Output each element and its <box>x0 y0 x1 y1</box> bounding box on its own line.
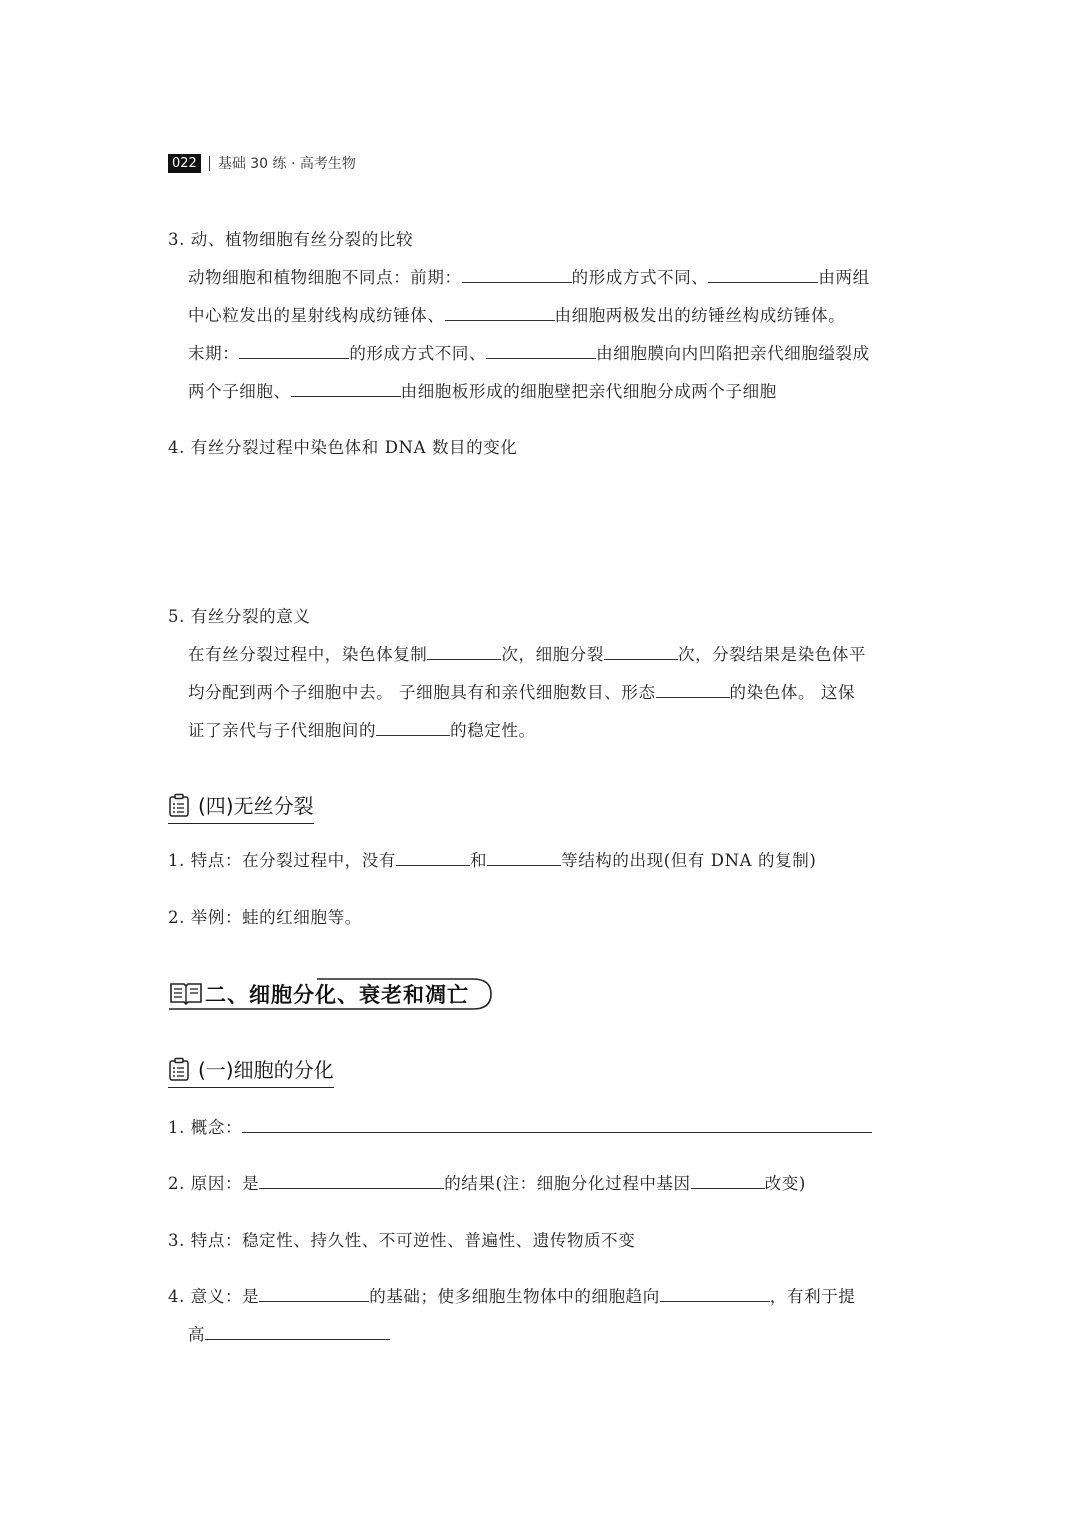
sec1-item4-cont <box>188 1325 390 1345</box>
text: 次，细胞分裂 <box>501 645 605 664</box>
text: 由两组 <box>818 268 870 287</box>
text: 次，分裂结果是染色体平 <box>678 645 867 664</box>
q5-line3 <box>188 721 536 741</box>
sec4-item1 <box>168 851 816 871</box>
q5-line2 <box>188 683 855 703</box>
blank[interactable] <box>487 851 561 866</box>
sec1-item4 <box>168 1287 855 1307</box>
section-heading-1 <box>168 1054 334 1088</box>
text: 4. 意义：是 <box>168 1287 260 1306</box>
blank[interactable] <box>396 851 470 866</box>
blank[interactable] <box>604 645 678 660</box>
sec4-item2: 2. 举例：蛙的红细胞等。 <box>168 908 362 927</box>
checklist-icon <box>168 1057 190 1081</box>
text: 的形成方式不同、 <box>349 344 487 363</box>
part-heading <box>167 977 493 1011</box>
text: 改变) <box>764 1174 806 1193</box>
text: 均分配到两个子细胞中去。 子细胞具有和亲代细胞数目、形态 <box>188 683 656 702</box>
blank[interactable] <box>691 1174 765 1189</box>
q5-title: 5. 有丝分裂的意义 <box>168 607 311 626</box>
blank[interactable] <box>427 645 501 660</box>
q5-line1 <box>188 645 866 665</box>
q4-title: 4. 有丝分裂过程中染色体和 DNA 数目的变化 <box>168 438 518 457</box>
blank[interactable] <box>242 1118 872 1133</box>
text: 证了亲代与子代细胞间的 <box>188 721 377 740</box>
text: 的形成方式不同、 <box>571 268 709 287</box>
blank[interactable] <box>660 1287 770 1302</box>
text: 的稳定性。 <box>450 721 536 740</box>
text: 等结构的出现(但有 DNA 的复制) <box>561 851 817 870</box>
q3-line1 <box>188 268 870 288</box>
checklist-icon <box>168 793 190 817</box>
text: 由细胞膜向内凹陷把亲代细胞缢裂成 <box>596 344 870 363</box>
sec1-item2 <box>168 1174 806 1194</box>
text: 由细胞两极发出的纺锤丝构成纺锤体。 <box>554 306 846 325</box>
page-header <box>168 152 356 174</box>
part-title: 二、细胞分化、衰老和凋亡 <box>205 983 469 1007</box>
section-heading-4 <box>168 790 314 824</box>
q3-title: 3. 动、植物细胞有丝分裂的比较 <box>168 230 414 249</box>
text: 在有丝分裂过程中，染色体复制 <box>188 645 428 664</box>
sec1-item1 <box>168 1118 872 1138</box>
section-title: (四)无丝分裂 <box>198 794 314 818</box>
blank[interactable] <box>376 721 450 736</box>
blank[interactable] <box>462 268 572 283</box>
blank[interactable] <box>486 344 596 359</box>
blank[interactable] <box>239 344 349 359</box>
text: 的基础；使多细胞生物体中的细胞趋向 <box>369 1287 660 1306</box>
page-number: 022 <box>168 154 201 173</box>
open-book-icon <box>169 980 203 1006</box>
blank[interactable] <box>291 382 401 397</box>
text: 和 <box>470 851 488 870</box>
text: 1. 概念： <box>168 1118 243 1137</box>
blank[interactable] <box>259 1287 369 1302</box>
q3-line2 <box>188 306 845 326</box>
text: 高 <box>188 1325 206 1344</box>
sec1-item3: 3. 特点：稳定性、持久性、不可逆性、普遍性、遗传物质不变 <box>168 1231 636 1250</box>
text: 1. 特点：在分裂过程中，没有 <box>168 851 396 870</box>
header-divider <box>209 156 210 171</box>
text: 两个子细胞、 <box>188 382 291 401</box>
text: 2. 原因：是 <box>168 1174 260 1193</box>
text: 的结果(注：细胞分化过程中基因 <box>444 1174 691 1193</box>
blank[interactable] <box>708 268 818 283</box>
text: 中心粒发出的星射线构成纺锤体、 <box>188 306 445 325</box>
text: 动物细胞和植物细胞不同点：前期： <box>188 268 462 287</box>
book-title: 基础 30 练 · 高考生物 <box>217 156 356 172</box>
blank[interactable] <box>445 306 555 321</box>
text: 的染色体。 这保 <box>729 683 856 702</box>
q3-line4 <box>188 382 777 402</box>
text: 末期： <box>188 344 240 363</box>
q3-line3 <box>188 344 870 364</box>
blank[interactable] <box>656 683 730 698</box>
text: 由细胞板形成的细胞壁把亲代细胞分成两个子细胞 <box>400 382 777 401</box>
blank[interactable] <box>259 1174 444 1189</box>
blank[interactable] <box>205 1325 390 1340</box>
section-title: (一)细胞的分化 <box>198 1058 334 1082</box>
text: ，有利于提 <box>769 1287 856 1306</box>
